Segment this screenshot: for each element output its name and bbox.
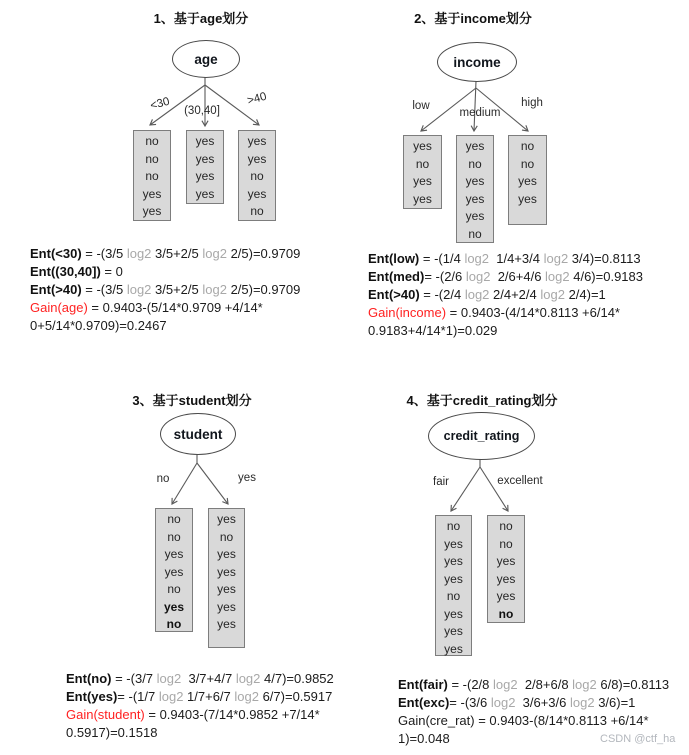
leaf-box — [133, 130, 171, 221]
leaf-value: yes — [247, 186, 267, 201]
leaf-value: no — [250, 204, 264, 218]
leaf-value: yes — [413, 174, 432, 188]
attribute-node-label: credit_rating — [443, 429, 520, 443]
leaf-value: no — [520, 156, 535, 171]
formula-segment: log2 — [235, 671, 261, 686]
leaf-value: no — [145, 169, 159, 183]
formula-segment: = -(2/4 — [419, 287, 465, 302]
quadrant-title: 2、基于income划分 — [414, 11, 532, 26]
leaf-value: yes — [164, 547, 184, 561]
formula-segment: = -(3/6 — [449, 695, 491, 710]
formula-segment: 2/8+6/8 — [517, 677, 573, 692]
branch-label: >40 — [246, 90, 268, 108]
leaf-value: no — [468, 156, 482, 171]
attribute-node-label: student — [173, 426, 223, 442]
leaf-box — [403, 135, 442, 209]
formula-line — [368, 286, 688, 304]
formula-line — [398, 676, 689, 694]
leaf-value: yes — [444, 536, 463, 551]
branch-label: no — [156, 473, 170, 485]
formula-segment: log2 — [158, 689, 184, 704]
formula-segment: Gain(student) — [66, 707, 145, 722]
formula-segment: 2/5)=0.9709 — [226, 246, 301, 261]
quadrant-title: 3、基于student划分 — [132, 393, 252, 408]
formula-segment: Gain(age) — [30, 300, 88, 315]
formula-segment: log2 — [464, 287, 490, 302]
leaf-value: yes — [195, 134, 215, 148]
leaf-value: no — [520, 139, 535, 153]
csdn-watermark: CSDN @ctf_ha — [600, 733, 676, 745]
formula-line — [30, 317, 375, 335]
entropy-calculations — [30, 245, 375, 335]
formula-segment: 1)=0.048 — [398, 731, 450, 746]
formula-segment: log2 — [543, 251, 569, 266]
branch-label: (30,40] — [184, 105, 220, 117]
formula-segment: = -(3/5 — [81, 246, 127, 261]
leaf-value: yes — [465, 209, 485, 223]
entropy-calculations — [368, 250, 688, 340]
formula-segment: Ent(fair) — [398, 677, 448, 692]
attribute-node-income — [437, 42, 517, 82]
leaf-value: yes — [444, 606, 463, 621]
branch-label: medium — [459, 107, 501, 119]
formula-segment: = -(2/8 — [447, 677, 494, 692]
leaf-box — [208, 508, 245, 648]
leaf-value: yes — [195, 186, 215, 201]
leaf-value: no — [145, 134, 159, 148]
formula-segment: = -(3/7 — [111, 671, 157, 686]
leaf-value: yes — [496, 589, 516, 603]
leaf-value: no — [498, 606, 514, 621]
formula-segment: 3/5+2/5 — [151, 246, 203, 261]
formula-segment: Ent(no) — [66, 671, 112, 686]
leaf-value: yes — [217, 512, 236, 526]
leaf-value: yes — [465, 174, 485, 188]
leaf-value: no — [468, 226, 482, 241]
formula-segment: = -(1/4 — [419, 251, 465, 266]
leaf-box — [186, 130, 224, 204]
branch-label: excellent — [497, 475, 543, 487]
leaf-value: no — [499, 519, 513, 533]
leaf-value: no — [167, 512, 181, 526]
formula-segment: log2 — [490, 695, 516, 710]
formula-line — [66, 670, 396, 688]
formula-line — [368, 250, 688, 268]
formula-line — [30, 245, 375, 263]
leaf-value: yes — [518, 191, 537, 206]
formula-segment: Ent(<30) — [30, 246, 82, 261]
formula-segment: log2 — [545, 269, 570, 284]
leaf-box — [155, 508, 193, 632]
formula-segment: 2/4)=1 — [564, 287, 606, 302]
leaf-box — [508, 135, 547, 225]
leaf-value: yes — [496, 554, 516, 568]
formula-segment: = 0 — [100, 264, 123, 279]
formula-segment: 0.5917)=0.1518 — [66, 725, 158, 740]
leaf-value: no — [446, 519, 461, 533]
formula-segment: Ent(>40) — [30, 282, 82, 297]
formula-segment: log2 — [126, 246, 152, 261]
leaf-value: yes — [444, 641, 463, 656]
formula-segment: 4/6)=0.9183 — [569, 269, 643, 284]
entropy-calculations — [66, 670, 396, 742]
leaf-value: yes — [142, 204, 162, 218]
branch-label: <30 — [149, 95, 171, 113]
formula-segment: log2 — [126, 282, 152, 297]
leaf-value: no — [499, 536, 513, 551]
leaf-value: yes — [496, 571, 516, 586]
formula-segment: log2 — [493, 677, 518, 692]
formula-segment: 3/6)=1 — [594, 695, 636, 710]
formula-segment: Gain(cre_rat) = 0.9403-(8/14*0.8113 +6/14* — [398, 713, 649, 728]
leaf-value: yes — [195, 169, 215, 183]
leaf-value: no — [167, 582, 181, 596]
formula-segment: 4/7)=0.9852 — [260, 671, 334, 686]
formula-segment: 0.9183+4/14*1)=0.029 — [368, 323, 498, 338]
leaf-value: no — [250, 169, 264, 183]
leaf-box — [435, 515, 472, 656]
leaf-box — [238, 130, 276, 221]
formula-segment: log2 — [202, 246, 227, 261]
leaf-value: yes — [163, 599, 185, 614]
formula-line — [368, 268, 688, 286]
formula-segment: 2/6+4/6 — [490, 269, 546, 284]
formula-segment: log2 — [464, 251, 490, 266]
leaf-value: yes — [465, 139, 485, 153]
attribute-node-label: income — [453, 54, 501, 70]
leaf-value: yes — [444, 554, 463, 568]
formula-line — [66, 724, 396, 742]
formula-segment: 6/7)=0.5917 — [258, 689, 333, 704]
leaf-value: yes — [164, 564, 184, 579]
leaf-box — [487, 515, 525, 623]
formula-segment: = 0.9403-(5/14*0.9709 +4/14* — [87, 300, 263, 315]
leaf-value: yes — [217, 564, 236, 579]
formula-line — [368, 304, 688, 322]
leaf-value: yes — [217, 617, 236, 631]
formula-segment: 0+5/14*0.9709)=0.2467 — [30, 318, 167, 333]
leaf-value: no — [167, 529, 181, 544]
quadrant-title: 1、基于age划分 — [153, 11, 249, 26]
formula-segment: = -(3/5 — [81, 282, 127, 297]
branch-label: low — [412, 100, 430, 112]
formula-segment: 3/7+4/7 — [181, 671, 236, 686]
leaf-value: yes — [217, 599, 236, 614]
leaf-value: yes — [444, 624, 463, 638]
formula-segment: 3/6+3/6 — [515, 695, 570, 710]
leaf-value: yes — [247, 151, 267, 166]
formula-segment: log2 — [570, 695, 595, 710]
formula-segment: 1/4+3/4 — [489, 251, 544, 266]
formula-segment: Ent(med) — [368, 269, 425, 284]
formula-segment: log2 — [540, 287, 565, 302]
formula-segment: log2 — [572, 677, 597, 692]
leaf-value: yes — [142, 186, 162, 201]
formula-segment: = -(2/6 — [424, 269, 466, 284]
branch-label: fair — [433, 476, 449, 488]
formula-segment: 2/4+2/4 — [489, 287, 541, 302]
formula-line — [30, 263, 375, 281]
formula-segment: Ent(exc) — [398, 695, 450, 710]
branch-label: yes — [238, 472, 256, 484]
leaf-value: no — [446, 589, 461, 603]
formula-segment: Ent((30,40]) — [30, 264, 101, 279]
formula-line — [30, 281, 375, 299]
formula-line — [368, 322, 688, 340]
leaf-value: yes — [518, 174, 537, 188]
formula-line — [398, 694, 689, 712]
formula-segment: Ent(low) — [368, 251, 420, 266]
formula-segment: Ent(yes) — [66, 689, 118, 704]
leaf-value: yes — [217, 582, 236, 596]
leaf-box — [456, 135, 494, 243]
formula-segment: 3/5+2/5 — [151, 282, 203, 297]
leaf-value: yes — [195, 151, 215, 166]
formula-segment: Gain(income) — [368, 305, 447, 320]
formula-segment: 3/4)=0.8113 — [568, 251, 641, 266]
leaf-value: no — [219, 529, 234, 544]
formula-line — [30, 299, 375, 317]
branch-label: high — [521, 97, 543, 109]
formula-segment: log2 — [202, 282, 227, 297]
formula-line — [66, 706, 396, 724]
formula-segment: 2/5)=0.9709 — [226, 282, 301, 297]
formula-segment: Ent(>40) — [368, 287, 420, 302]
formula-line — [398, 712, 689, 730]
formula-segment: = 0.9403-(7/14*0.9852 +7/14* — [144, 707, 320, 722]
formula-segment: 6/8)=0.8113 — [596, 677, 670, 692]
formula-segment: log2 — [234, 689, 259, 704]
leaf-value: yes — [413, 139, 432, 153]
attribute-node-label: age — [194, 51, 218, 67]
leaf-value: yes — [217, 547, 236, 561]
leaf-value: yes — [413, 191, 432, 206]
formula-segment: 1/7+6/7 — [183, 689, 235, 704]
formula-segment: log2 — [465, 269, 491, 284]
leaf-value: yes — [465, 191, 485, 206]
formula-line — [66, 688, 396, 706]
leaf-value: no — [415, 156, 430, 171]
formula-segment: = 0.9403-(4/14*0.8113 +6/14* — [446, 305, 620, 320]
attribute-node-age — [172, 40, 240, 78]
leaf-value: yes — [247, 134, 267, 148]
leaf-value: no — [145, 151, 159, 166]
formula-segment: = -(1/7 — [117, 689, 159, 704]
attribute-node-credit-rating — [428, 412, 535, 460]
quadrant-title: 4、基于credit_rating划分 — [406, 393, 558, 408]
leaf-value: no — [166, 617, 182, 631]
leaf-value: yes — [444, 571, 463, 586]
attribute-node-student — [160, 413, 236, 455]
formula-segment: log2 — [156, 671, 182, 686]
